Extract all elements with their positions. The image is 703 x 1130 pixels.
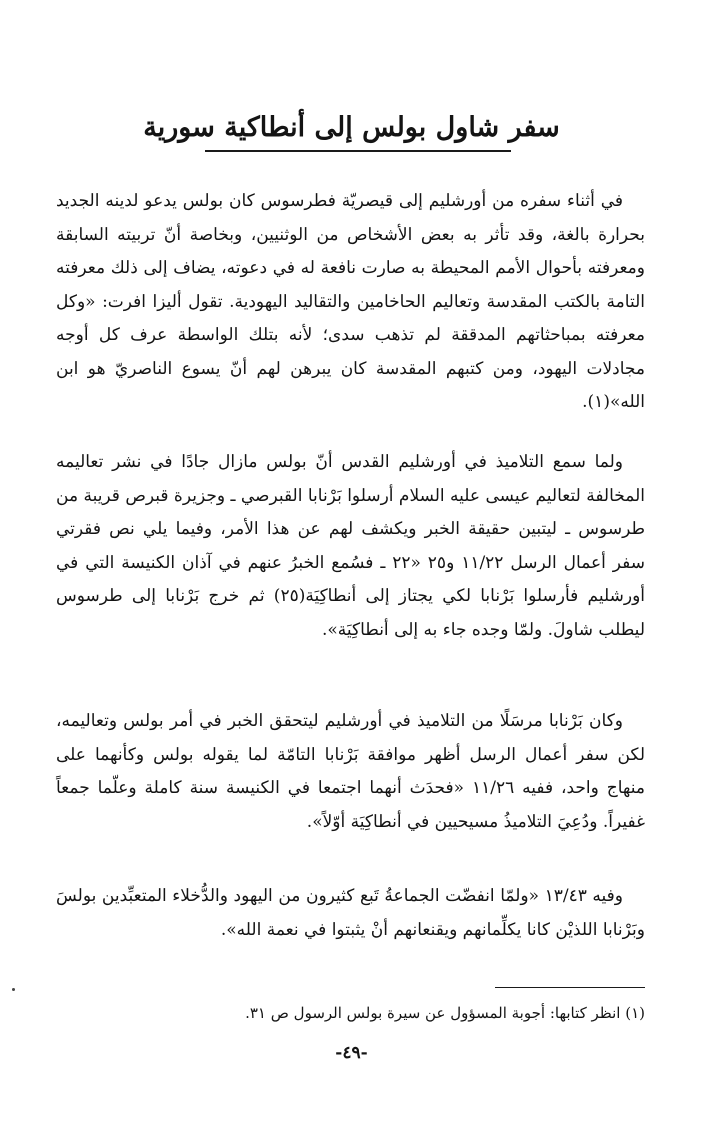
paragraph-2: ولما سمع التلاميذ في أورشليم القدس أنّ بولس مازال جادًا في نشر تعاليمه المخالفة لتعاليم عيسى عليه السلام أرسلوا بَرْنابا القبرصي ـ وجزيرة قبرص قريبة من طرسوس ـ ليتبين حقيقة الخبر ويكشف لهم عن هذا الأمر، وفيما يلي نص فقرتي سفر أعمال الرسل ١١/٢٢ و٢٥ «٢٢ ـ فسُمع الخبرُ عنهم في آذان الكنيسة التي في أورشليم فأرسلوا بَرْنابا لكي يجتاز إلى أنطاكِيَة(٢٥) ثم خرج بَرْنابا إلى طرسوس ليطلب شاولَ. ولمّا وجده جاء به إلى أنطاكِيَة». [56,452,646,640]
title-underline [205,150,511,152]
page-number: -٤٩- [335,1043,368,1063]
paragraph-4: وفيه ١٣/٤٣ «ولمّا انفضّت الجماعةُ تَبع كثيرون من اليهود والدُّخلاء المتعبِّدين بولسَ وبَرْنابا اللذيْن كانا يكلِّمانهم ويقنعانهم أنْ يثبتوا في نعمة الله». [56,886,645,940]
chapter-title: سفر شاول بولس إلى أنطاكية سورية [143,112,560,143]
paragraph-3: وكان بَرْنابا مرسَلًا من التلاميذ في أورشليم ليتحقق الخبر في أمر بولس وتعاليمه، لكن سفر أعمال الرسل أظهر موافقة بَرْنابا التامّة لما يقوله بولس وكأنهما على منهاج واحد، ففيه ١١/٢٦ «فحدَث أنهما اجتمعا في الكنيسة سنة كاملة وعلّما جمعاً غفيراً. ودُعِيَ التلاميذُ مسيحيين في أنطاكِيَة أوّلاً». [56,711,646,832]
scan-speck [12,988,15,991]
footnote: (١) انظر كتابها: أجوبة المسؤول عن سيرة بولس الرسول ص ٣١. [245,1004,645,1022]
paragraph-1: في أثناء سفره من أورشليم إلى قيصريّة فطرسوس كان بولس يدعو لدينه الجديد بحرارة بالغة، وقد تأثر به بعض الأشخاص من الوثنيين، وبخاصة أنّ تربيته السابقة ومعرفته بأحوال الأمم المحيطة به صارت نافعة له في دعوته، يضاف إلى ذلك معرفته التامة بالكتب المقدسة وتعاليم الحاخامين والتقاليد اليهودية. تقول أليزا افرت: «وكل معرفته بمباحثاتهم المدققة لم تذهب سدى؛ لأنه بتلك الواسطة عرف كل أوجه مجادلات اليهود، ومن كتبهم المقدسة كان يبرهن لهم أنّ يسوع الناصريّ هو ابن الله»(١). [56,191,645,412]
footnote-separator [495,987,645,988]
